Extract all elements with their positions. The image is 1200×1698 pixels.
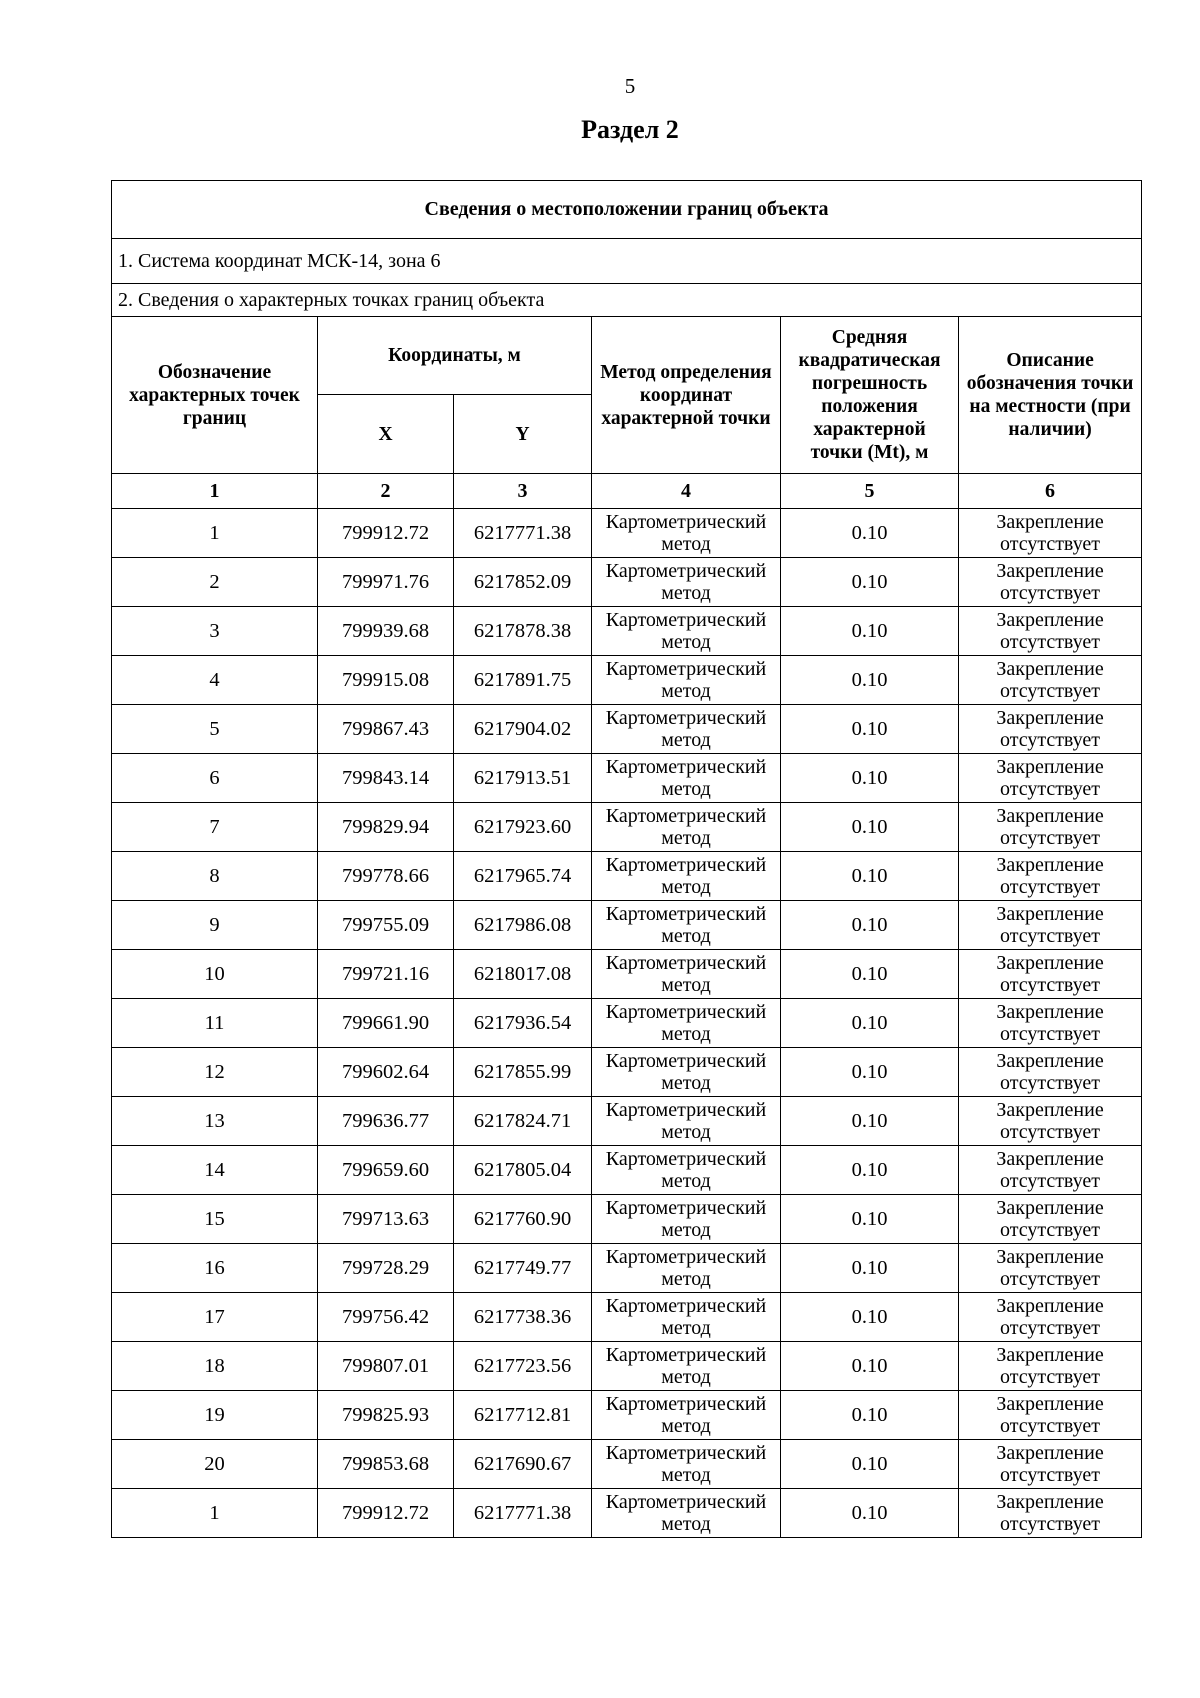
method-line-1: Картометрический	[605, 1197, 767, 1219]
header-accuracy: Средняя квадратическая погрешность положения характерной точки (Mt), м	[781, 317, 959, 474]
description-line-2: отсутствует	[1000, 1317, 1101, 1339]
description-cell	[959, 1244, 1142, 1293]
method-cell	[592, 705, 781, 754]
accuracy-cell: 0.10	[781, 1195, 959, 1244]
method-line-1: Картометрический	[605, 707, 767, 729]
method-cell	[592, 1440, 781, 1489]
x-coordinate-cell: 799825.93	[318, 1391, 454, 1440]
header-y: Y	[454, 395, 592, 474]
table-row	[112, 999, 1142, 1048]
table-row	[112, 1244, 1142, 1293]
method-cell	[592, 607, 781, 656]
description-line-2: отсутствует	[1000, 582, 1101, 604]
description-line-2: отсутствует	[1000, 1219, 1101, 1241]
description-cell	[959, 1293, 1142, 1342]
table-row	[112, 803, 1142, 852]
point-designation-cell: 17	[112, 1293, 318, 1342]
description-line-2: отсутствует	[1000, 1415, 1101, 1437]
method-cell	[592, 950, 781, 999]
description-line-2: отсутствует	[1000, 533, 1101, 555]
method-line-2: метод	[661, 1170, 711, 1192]
x-coordinate-cell: 799728.29	[318, 1244, 454, 1293]
method-line-2: метод	[661, 1366, 711, 1388]
x-coordinate-cell: 799867.43	[318, 705, 454, 754]
point-designation-cell: 2	[112, 558, 318, 607]
description-line-1: Закрепление	[996, 952, 1104, 974]
y-coordinate-cell: 6217738.36	[454, 1293, 592, 1342]
table-row	[112, 1342, 1142, 1391]
description-cell	[959, 1342, 1142, 1391]
description-line-1: Закрепление	[996, 1148, 1104, 1170]
method-cell	[592, 1048, 781, 1097]
table-row	[112, 1048, 1142, 1097]
column-number-row	[112, 474, 1142, 509]
y-coordinate-cell: 6217824.71	[454, 1097, 592, 1146]
description-line-1: Закрепление	[996, 560, 1104, 582]
accuracy-cell: 0.10	[781, 1097, 959, 1146]
method-cell	[592, 558, 781, 607]
method-line-2: метод	[661, 778, 711, 800]
description-cell	[959, 705, 1142, 754]
accuracy-cell: 0.10	[781, 1048, 959, 1097]
y-coordinate-cell: 6217771.38	[454, 1489, 592, 1538]
method-line-1: Картометрический	[605, 805, 767, 827]
method-cell	[592, 1293, 781, 1342]
description-line-1: Закрепление	[996, 511, 1104, 533]
method-cell	[592, 656, 781, 705]
header-description: Описание обозначения точки на местности (при наличии)	[959, 317, 1142, 474]
method-line-2: метод	[661, 1464, 711, 1486]
table-row	[112, 1195, 1142, 1244]
description-line-1: Закрепление	[996, 707, 1104, 729]
accuracy-cell: 0.10	[781, 1391, 959, 1440]
point-designation-cell: 18	[112, 1342, 318, 1391]
table-row	[112, 705, 1142, 754]
description-cell	[959, 1146, 1142, 1195]
description-cell	[959, 754, 1142, 803]
method-cell	[592, 754, 781, 803]
column-number: 3	[454, 474, 592, 509]
point-designation-cell: 5	[112, 705, 318, 754]
description-line-2: отсутствует	[1000, 1023, 1101, 1045]
x-coordinate-cell: 799721.16	[318, 950, 454, 999]
description-line-1: Закрепление	[996, 658, 1104, 680]
y-coordinate-cell: 6217723.56	[454, 1342, 592, 1391]
point-designation-cell: 8	[112, 852, 318, 901]
description-line-2: отсутствует	[1000, 925, 1101, 947]
method-line-1: Картометрический	[605, 756, 767, 778]
method-line-1: Картометрический	[605, 560, 767, 582]
table-row	[112, 1097, 1142, 1146]
y-coordinate-cell: 6217965.74	[454, 852, 592, 901]
description-line-2: отсутствует	[1000, 1072, 1101, 1094]
description-line-2: отсутствует	[1000, 1464, 1101, 1486]
y-coordinate-cell: 6217805.04	[454, 1146, 592, 1195]
method-line-1: Картометрический	[605, 1491, 767, 1513]
point-designation-cell: 15	[112, 1195, 318, 1244]
method-line-1: Картометрический	[605, 609, 767, 631]
accuracy-cell: 0.10	[781, 705, 959, 754]
method-line-2: метод	[661, 1023, 711, 1045]
description-line-2: отсутствует	[1000, 1366, 1101, 1388]
description-line-1: Закрепление	[996, 1197, 1104, 1219]
y-coordinate-cell: 6217904.02	[454, 705, 592, 754]
point-designation-cell: 11	[112, 999, 318, 1048]
description-cell	[959, 999, 1142, 1048]
description-line-2: отсутствует	[1000, 1121, 1101, 1143]
description-cell	[959, 950, 1142, 999]
description-cell	[959, 901, 1142, 950]
description-cell	[959, 1440, 1142, 1489]
method-cell	[592, 803, 781, 852]
description-line-2: отсутствует	[1000, 631, 1101, 653]
x-coordinate-cell: 799778.66	[318, 852, 454, 901]
point-designation-cell: 3	[112, 607, 318, 656]
header-x: X	[318, 395, 454, 474]
description-cell	[959, 1097, 1142, 1146]
method-line-1: Картометрический	[605, 1393, 767, 1415]
method-line-2: метод	[661, 582, 711, 604]
accuracy-cell: 0.10	[781, 803, 959, 852]
description-line-1: Закрепление	[996, 1246, 1104, 1268]
method-line-1: Картометрический	[605, 1001, 767, 1023]
header-point-designation: Обозначение характерных точек границ	[112, 317, 318, 474]
description-cell	[959, 656, 1142, 705]
table-row	[112, 1146, 1142, 1195]
column-number: 6	[959, 474, 1142, 509]
description-cell	[959, 607, 1142, 656]
point-designation-cell: 13	[112, 1097, 318, 1146]
description-line-1: Закрепление	[996, 1001, 1104, 1023]
accuracy-cell: 0.10	[781, 901, 959, 950]
method-cell	[592, 999, 781, 1048]
header-method: Метод определения координат характерной точки	[592, 317, 781, 474]
method-line-2: метод	[661, 680, 711, 702]
description-cell	[959, 509, 1142, 558]
point-designation-cell: 7	[112, 803, 318, 852]
accuracy-cell: 0.10	[781, 1244, 959, 1293]
description-line-2: отсутствует	[1000, 974, 1101, 996]
accuracy-cell: 0.10	[781, 656, 959, 705]
y-coordinate-cell: 6217712.81	[454, 1391, 592, 1440]
description-cell	[959, 1048, 1142, 1097]
description-line-1: Закрепление	[996, 854, 1104, 876]
y-coordinate-cell: 6217878.38	[454, 607, 592, 656]
description-line-1: Закрепление	[996, 903, 1104, 925]
accuracy-cell: 0.10	[781, 1293, 959, 1342]
column-number: 4	[592, 474, 781, 509]
y-coordinate-cell: 6217923.60	[454, 803, 592, 852]
method-line-2: метод	[661, 925, 711, 947]
method-line-2: метод	[661, 1415, 711, 1437]
method-line-1: Картометрический	[605, 854, 767, 876]
boundary-points-table	[111, 180, 1142, 1538]
point-designation-cell: 14	[112, 1146, 318, 1195]
method-line-2: метод	[661, 1072, 711, 1094]
method-cell	[592, 1097, 781, 1146]
method-cell	[592, 901, 781, 950]
y-coordinate-cell: 6217852.09	[454, 558, 592, 607]
y-coordinate-cell: 6217760.90	[454, 1195, 592, 1244]
method-line-2: метод	[661, 974, 711, 996]
table-row	[112, 656, 1142, 705]
method-cell	[592, 1244, 781, 1293]
x-coordinate-cell: 799661.90	[318, 999, 454, 1048]
y-coordinate-cell: 6217771.38	[454, 509, 592, 558]
accuracy-cell: 0.10	[781, 1489, 959, 1538]
description-cell	[959, 803, 1142, 852]
description-line-2: отсутствует	[1000, 1268, 1101, 1290]
x-coordinate-cell: 799843.14	[318, 754, 454, 803]
method-cell	[592, 852, 781, 901]
x-coordinate-cell: 799636.77	[318, 1097, 454, 1146]
x-coordinate-cell: 799853.68	[318, 1440, 454, 1489]
column-number: 1	[112, 474, 318, 509]
point-designation-cell: 4	[112, 656, 318, 705]
table-row	[112, 607, 1142, 656]
x-coordinate-cell: 799912.72	[318, 1489, 454, 1538]
description-cell	[959, 1489, 1142, 1538]
description-line-2: отсутствует	[1000, 729, 1101, 751]
method-line-2: метод	[661, 631, 711, 653]
description-line-1: Закрепление	[996, 1344, 1104, 1366]
description-line-2: отсутствует	[1000, 827, 1101, 849]
method-line-1: Картометрический	[605, 1099, 767, 1121]
description-line-1: Закрепление	[996, 1442, 1104, 1464]
description-cell	[959, 558, 1142, 607]
column-number: 5	[781, 474, 959, 509]
method-line-1: Картометрический	[605, 1246, 767, 1268]
y-coordinate-cell: 6217986.08	[454, 901, 592, 950]
y-coordinate-cell: 6217913.51	[454, 754, 592, 803]
accuracy-cell: 0.10	[781, 1342, 959, 1391]
accuracy-cell: 0.10	[781, 754, 959, 803]
method-cell	[592, 1195, 781, 1244]
description-line-2: отсутствует	[1000, 680, 1101, 702]
x-coordinate-cell: 799807.01	[318, 1342, 454, 1391]
method-cell	[592, 1342, 781, 1391]
method-line-1: Картометрический	[605, 511, 767, 533]
point-designation-cell: 16	[112, 1244, 318, 1293]
accuracy-cell: 0.10	[781, 999, 959, 1048]
description-line-1: Закрепление	[996, 609, 1104, 631]
x-coordinate-cell: 799755.09	[318, 901, 454, 950]
description-line-1: Закрепление	[996, 756, 1104, 778]
header-coordinates: Координаты, м	[318, 317, 592, 395]
method-line-1: Картометрический	[605, 952, 767, 974]
table-row	[112, 509, 1142, 558]
y-coordinate-cell: 6217936.54	[454, 999, 592, 1048]
description-line-2: отсутствует	[1000, 778, 1101, 800]
method-cell	[592, 1391, 781, 1440]
description-cell	[959, 1195, 1142, 1244]
description-line-1: Закрепление	[996, 805, 1104, 827]
point-designation-cell: 1	[112, 509, 318, 558]
table-row	[112, 1440, 1142, 1489]
point-designation-cell: 1	[112, 1489, 318, 1538]
x-coordinate-cell: 799829.94	[318, 803, 454, 852]
x-coordinate-cell: 799971.76	[318, 558, 454, 607]
method-line-2: метод	[661, 1219, 711, 1241]
method-cell	[592, 1146, 781, 1195]
method-line-2: метод	[661, 827, 711, 849]
method-line-1: Картометрический	[605, 1442, 767, 1464]
method-line-2: метод	[661, 729, 711, 751]
table-row	[112, 1391, 1142, 1440]
y-coordinate-cell: 6217690.67	[454, 1440, 592, 1489]
description-line-1: Закрепление	[996, 1491, 1104, 1513]
description-line-1: Закрепление	[996, 1393, 1104, 1415]
table-row	[112, 1293, 1142, 1342]
coordinate-system: 1. Система координат МСК-14, зона 6	[112, 239, 1142, 284]
description-line-2: отсутствует	[1000, 1513, 1101, 1535]
accuracy-cell: 0.10	[781, 509, 959, 558]
accuracy-cell: 0.10	[781, 1146, 959, 1195]
x-coordinate-cell: 799756.42	[318, 1293, 454, 1342]
table-row	[112, 950, 1142, 999]
x-coordinate-cell: 799939.68	[318, 607, 454, 656]
method-line-2: метод	[661, 876, 711, 898]
table-caption: Сведения о местоположении границ объекта	[112, 181, 1142, 239]
point-designation-cell: 19	[112, 1391, 318, 1440]
x-coordinate-cell: 799915.08	[318, 656, 454, 705]
point-designation-cell: 20	[112, 1440, 318, 1489]
method-line-1: Картометрический	[605, 658, 767, 680]
description-cell	[959, 852, 1142, 901]
table-row	[112, 852, 1142, 901]
method-line-1: Картометрический	[605, 1344, 767, 1366]
method-line-1: Картометрический	[605, 1148, 767, 1170]
method-line-2: метод	[661, 1268, 711, 1290]
page-number: 5	[624, 74, 636, 98]
accuracy-cell: 0.10	[781, 607, 959, 656]
description-line-1: Закрепление	[996, 1295, 1104, 1317]
table-row	[112, 754, 1142, 803]
points-heading: 2. Сведения о характерных точках границ объекта	[112, 284, 1142, 317]
accuracy-cell: 0.10	[781, 950, 959, 999]
y-coordinate-cell: 6217749.77	[454, 1244, 592, 1293]
table-row	[112, 1489, 1142, 1538]
accuracy-cell: 0.10	[781, 558, 959, 607]
x-coordinate-cell: 799912.72	[318, 509, 454, 558]
description-line-1: Закрепление	[996, 1050, 1104, 1072]
x-coordinate-cell: 799713.63	[318, 1195, 454, 1244]
description-cell	[959, 1391, 1142, 1440]
method-line-1: Картометрический	[605, 903, 767, 925]
table-row	[112, 901, 1142, 950]
accuracy-cell: 0.10	[781, 1440, 959, 1489]
method-line-2: метод	[661, 533, 711, 555]
method-cell	[592, 1489, 781, 1538]
description-line-2: отсутствует	[1000, 1170, 1101, 1192]
point-designation-cell: 12	[112, 1048, 318, 1097]
y-coordinate-cell: 6217891.75	[454, 656, 592, 705]
column-number: 2	[318, 474, 454, 509]
method-line-2: метод	[661, 1317, 711, 1339]
point-designation-cell: 9	[112, 901, 318, 950]
x-coordinate-cell: 799602.64	[318, 1048, 454, 1097]
y-coordinate-cell: 6217855.99	[454, 1048, 592, 1097]
accuracy-cell: 0.10	[781, 852, 959, 901]
method-cell	[592, 509, 781, 558]
section-title: Раздел 2	[581, 115, 679, 144]
method-line-2: метод	[661, 1121, 711, 1143]
method-line-2: метод	[661, 1513, 711, 1535]
y-coordinate-cell: 6218017.08	[454, 950, 592, 999]
method-line-1: Картометрический	[605, 1295, 767, 1317]
x-coordinate-cell: 799659.60	[318, 1146, 454, 1195]
description-line-1: Закрепление	[996, 1099, 1104, 1121]
description-line-2: отсутствует	[1000, 876, 1101, 898]
table-row	[112, 558, 1142, 607]
method-line-1: Картометрический	[605, 1050, 767, 1072]
point-designation-cell: 6	[112, 754, 318, 803]
point-designation-cell: 10	[112, 950, 318, 999]
